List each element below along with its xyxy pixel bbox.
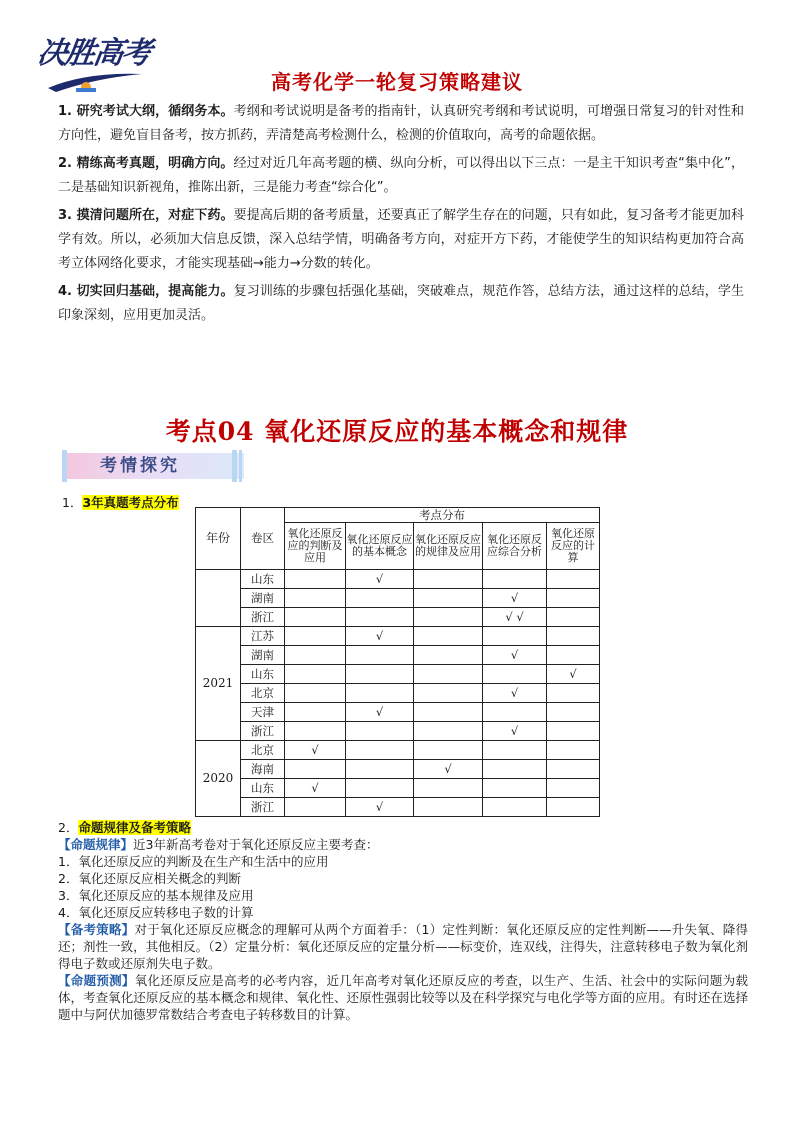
check-cell	[547, 798, 600, 817]
check-cell	[483, 779, 547, 798]
rule-item: 4．氧化还原反应转移电子数的计算	[58, 905, 254, 920]
check-cell	[414, 627, 483, 646]
region-cell: 北京	[241, 741, 285, 760]
region-cell: 浙江	[241, 608, 285, 627]
table-row	[196, 703, 600, 722]
banner-label: 考情探究	[100, 456, 180, 476]
check-cell	[346, 646, 414, 665]
check-cell	[285, 665, 346, 684]
region-cell: 湖南	[241, 589, 285, 608]
group-header: 考点分布	[285, 508, 600, 523]
section-2-heading	[58, 819, 748, 836]
check-cell	[285, 570, 346, 589]
check-cell	[414, 665, 483, 684]
region-cell: 山东	[241, 665, 285, 684]
check-cell	[547, 608, 600, 627]
check-cell	[483, 665, 547, 684]
check-cell	[547, 646, 600, 665]
check-cell	[285, 703, 346, 722]
check-cell	[285, 722, 346, 741]
check-cell: √	[346, 570, 414, 589]
check-cell	[285, 798, 346, 817]
check-cell	[547, 779, 600, 798]
table-row	[196, 570, 600, 589]
tip-4-text: 复习训练的步骤包括强化基础，突破难点，规范作答，总结方法，通过这样的总结，学生印象深刻，应用更加灵活。	[58, 284, 744, 323]
region-cell: 北京	[241, 684, 285, 703]
check-cell: √	[547, 665, 600, 684]
section-2	[58, 819, 748, 1023]
check-cell: √	[285, 741, 346, 760]
strategy-paragraph	[58, 921, 748, 972]
check-cell	[346, 760, 414, 779]
prediction-text: 氧化还原反应是高考的必考内容，近几年高考对氧化还原反应的考查，以生产、生活、社会中的实际问题为载体，考查氧化还原反应的基本概念和规律、氧化性、还原性强弱比较等以及在科学探究与电化学等方面的应用。有时还在选择题中与阿伏加德罗常数结合考查电子转移数目的计算。	[58, 973, 748, 1022]
region-cell: 海南	[241, 760, 285, 779]
tip-2-heading: 2. 精练高考真题，明确方向。	[58, 156, 234, 171]
check-cell	[346, 684, 414, 703]
region-cell: 浙江	[241, 798, 285, 817]
table-row	[196, 627, 600, 646]
category-header: 氧化还原反应的判断及应用	[285, 523, 346, 570]
region-cell: 天津	[241, 703, 285, 722]
check-cell	[483, 760, 547, 779]
check-cell: √	[414, 760, 483, 779]
check-cell	[346, 589, 414, 608]
check-cell	[414, 703, 483, 722]
strategy-text: 对于氧化还原反应概念的理解可从两个方面着手：（1）定性判断：氧化还原反应的定性判断——升失氧、降得还；剂性一致，其他相反。（2）定量分析：氧化还原反应的定量分析——标变价，连双线，注得失，注意转移电子数为氧化剂得电子数或还原剂失电子数。	[58, 922, 748, 971]
check-cell	[483, 703, 547, 722]
table-row	[196, 779, 600, 798]
check-cell	[483, 798, 547, 817]
check-cell	[483, 627, 547, 646]
tip-3	[58, 204, 744, 276]
check-cell	[483, 741, 547, 760]
check-cell	[285, 589, 346, 608]
check-cell	[414, 589, 483, 608]
check-cell	[547, 684, 600, 703]
section-banner	[62, 450, 244, 482]
table-row	[196, 722, 600, 741]
check-cell	[346, 665, 414, 684]
check-cell	[346, 608, 414, 627]
category-header: 氧化还原反应的基本概念	[346, 523, 414, 570]
region-cell: 浙江	[241, 722, 285, 741]
tip-1-text: 考纲和考试说明是备考的指南针，认真研究考纲和考试说明，可增强日常复习的针对性和方向性，避免盲目备考，按方抓药，弄清楚高考检测什么，检测的价值取向，高考的命题依据。	[58, 104, 744, 143]
check-cell: √	[483, 722, 547, 741]
category-header: 氧化还原反应综合分析	[483, 523, 547, 570]
check-cell	[547, 703, 600, 722]
table-row	[196, 760, 600, 779]
check-cell	[346, 779, 414, 798]
tip-3-text: 要提高后期的备考质量，还要真正了解学生存在的问题，只有如此，复习备考才能更加科学有效。所以，必须加大信息反馈，深入总结学情，明确备考方向，对症开方下药，才能使学生的知识结构更加符合高考立体网络化要求，才能实现基础→能力→分数的转化。	[58, 208, 744, 271]
check-cell: √	[346, 703, 414, 722]
tip-3-heading: 3. 摸清问题所在，对症下药。	[58, 208, 234, 223]
year-cell	[196, 570, 241, 627]
rule-paragraph	[58, 836, 748, 853]
check-cell	[483, 570, 547, 589]
check-cell: √	[346, 627, 414, 646]
check-cell	[414, 722, 483, 741]
tip-2	[58, 152, 744, 200]
check-cell	[414, 798, 483, 817]
check-cell	[346, 722, 414, 741]
prediction-tag: 【命题预测】	[58, 973, 135, 988]
region-cell: 山东	[241, 570, 285, 589]
check-cell	[414, 570, 483, 589]
rule-item: 2．氧化还原反应相关概念的判断	[58, 871, 241, 886]
check-cell	[414, 608, 483, 627]
check-cell: √	[483, 684, 547, 703]
table-row	[196, 741, 600, 760]
rule-text: 近3年新高考卷对于氧化还原反应主要考查：	[133, 837, 379, 852]
table-row	[196, 665, 600, 684]
check-cell	[414, 779, 483, 798]
check-cell	[414, 741, 483, 760]
check-cell	[414, 646, 483, 665]
year-cell: 2020	[196, 741, 241, 817]
banner-stripe	[62, 450, 67, 482]
check-cell	[346, 741, 414, 760]
category-header: 氧化还原反应的计算	[547, 523, 600, 570]
main-title: 高考化学一轮复习策略建议	[271, 70, 523, 94]
year-cell: 2021	[196, 627, 241, 741]
strategy-tips	[58, 100, 744, 332]
check-cell	[547, 760, 600, 779]
section-2-number: 2．	[58, 820, 79, 835]
check-cell	[414, 684, 483, 703]
rule-item: 3．氧化还原反应的基本规律及应用	[58, 888, 254, 903]
rule-item: 1．氧化还原反应的判断及在生产和生活中的应用	[58, 854, 329, 869]
region-cell: 江苏	[241, 627, 285, 646]
tip-2-text: 经过对近几年高考题的横、纵向分析，可以得出以下三点：一是主干知识考查“集中化”，二是基础知识新视角，推陈出新，三是能力考查“综合化”。	[58, 156, 744, 195]
table-row	[196, 608, 600, 627]
strategy-tag: 【备考策略】	[58, 922, 135, 937]
region-cell: 山东	[241, 779, 285, 798]
tip-1-heading: 1. 研究考试大纲，循纲务本。	[58, 104, 234, 119]
year-header: 年份	[196, 508, 241, 570]
check-cell: √	[483, 646, 547, 665]
check-cell: √	[483, 589, 547, 608]
rule-tag: 【命题规律】	[58, 837, 134, 852]
check-cell	[547, 589, 600, 608]
section-1-label: 3年真题考点分布	[82, 495, 179, 510]
check-cell	[547, 627, 600, 646]
exam-distribution-table	[195, 507, 600, 817]
category-header: 氧化还原反应的规律及应用	[414, 523, 483, 570]
region-header: 卷区	[241, 508, 285, 570]
check-cell	[285, 608, 346, 627]
check-cell	[285, 646, 346, 665]
check-cell	[285, 760, 346, 779]
check-cell: √ √	[483, 608, 547, 627]
table-row	[196, 798, 600, 817]
tip-4	[58, 280, 744, 328]
tip-4-heading: 4. 切实回归基础，提高能力。	[58, 284, 234, 299]
tip-1	[58, 100, 744, 148]
section-2-label: 命题规律及备考策略	[78, 820, 191, 835]
check-cell	[547, 741, 600, 760]
prediction-paragraph	[58, 972, 748, 1023]
table-row	[196, 684, 600, 703]
check-cell	[285, 684, 346, 703]
logo-text: 决胜高考	[35, 36, 152, 71]
check-cell	[547, 722, 600, 741]
banner-stripe	[232, 450, 237, 482]
table-row	[196, 646, 600, 665]
kaodian-title: 考点04 氧化还原反应的基本概念和规律	[165, 417, 629, 446]
check-cell: √	[346, 798, 414, 817]
check-cell	[285, 627, 346, 646]
region-cell: 湖南	[241, 646, 285, 665]
section-1-heading	[62, 493, 179, 511]
check-cell	[547, 570, 600, 589]
check-cell: √	[285, 779, 346, 798]
banner-stripe	[239, 450, 242, 482]
table-row	[196, 589, 600, 608]
section-1-number: 1．	[62, 495, 83, 510]
